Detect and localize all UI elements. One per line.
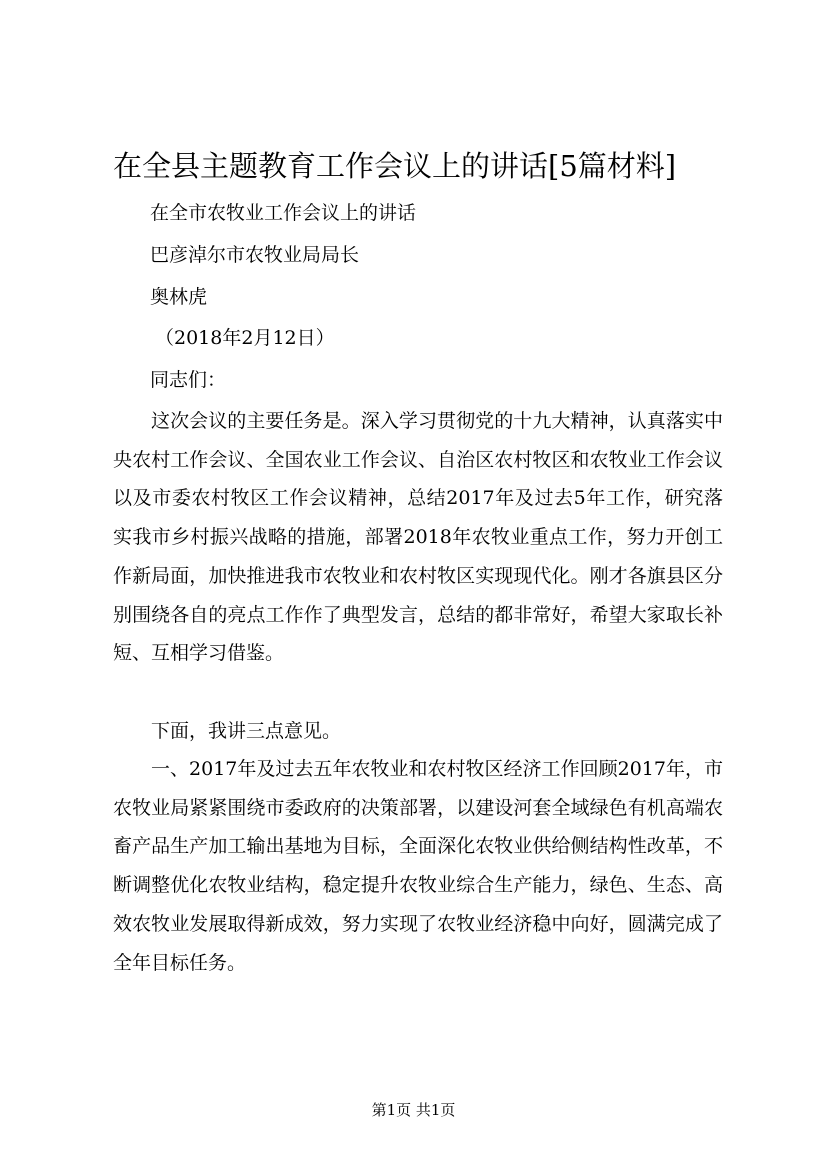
page-number: 第1页 共1页 — [371, 1101, 456, 1119]
paragraph: 一、2017年及过去五年农牧业和农村牧区经济工作回顾2017年，市农牧业局紧紧围绕市委政府的决策部署，以建设河套全域绿色有机高端农畜产品生产加工输出基地为目标，全面深化农牧业供给侧结构性改革，不断调整优化农牧业结构，稳定提升农牧业综合生产能力，绿色、生态、高效农牧业发展取得新成效，努力实现了农牧业经济稳中向好，圆满完成了全年目标任务。 — [113, 758, 723, 974]
author-title: 巴彦淖尔市农牧业局局长 — [150, 244, 360, 266]
paragraph: 下面，我讲三点意见。 — [151, 720, 342, 742]
page-title: 在全县主题教育工作会议上的讲话[5篇材料] — [113, 149, 677, 183]
salutation: 同志们： — [150, 369, 227, 391]
author-name: 奥林虎 — [150, 286, 208, 308]
speech-date: （2018年2月12日） — [155, 327, 335, 349]
speech-subtitle: 在全市农牧业工作会议上的讲话 — [150, 202, 417, 224]
paragraph: 这次会议的主要任务是。深入学习贯彻党的十九大精神，认真落实中央农村工作会议、全国农业工作会议、自治区农村牧区和农牧业工作会议以及市委农村牧区工作会议精神，总结2017年及过去5年工作，研究落实我市乡村振兴战略的措施，部署2018年农牧业重点工作，努力开创工作新局面，加快推进我市农牧业和农村牧区实现现代化。刚才各旗县区分别围绕各自的亮点工作作了典型发言，总结的都非常好，希望大家取长补短、互相学习借鉴。 — [113, 410, 723, 665]
